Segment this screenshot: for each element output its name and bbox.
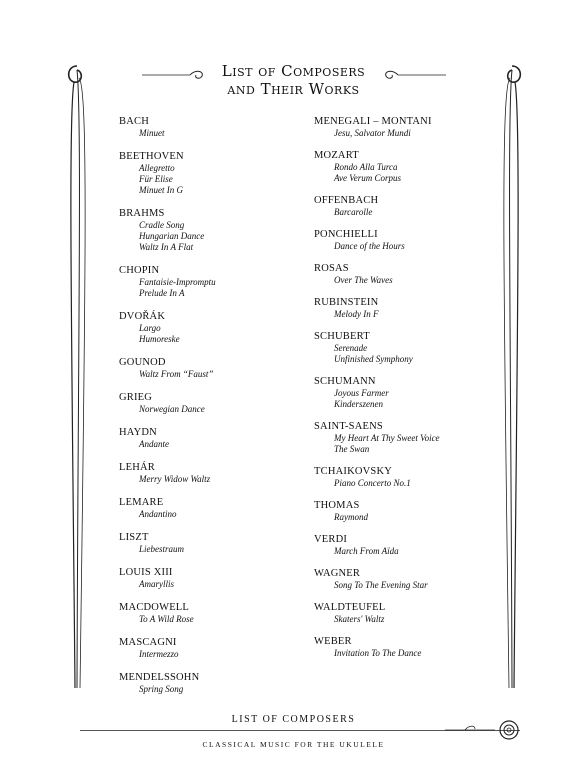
composer-entry [119,672,299,695]
composer-entry [314,263,514,286]
composer-name: MENEGALI – MONTANI [314,116,432,127]
composer-entry [314,376,514,410]
work-title: Kinderszenen [334,399,383,409]
composer-entry [119,567,299,590]
composer-entry [314,116,514,139]
composer-entry [314,500,514,523]
composer-name: THOMAS [314,500,360,511]
composer-name: WEBER [314,636,352,647]
composer-entry [119,208,299,253]
composer-entry [119,392,299,415]
composer-entry [119,151,299,196]
work-title: To A Wild Rose [139,614,194,624]
composer-name: WALDTEUFEL [314,602,386,613]
work-title: My Heart At Thy Sweet Voice [334,433,440,443]
work-title: Jesu, Salvator Mundi [334,128,411,138]
work-title: Spring Song [139,684,184,694]
composer-entry [314,331,514,365]
work-title: March From Aïda [334,546,399,556]
composer-name: HAYDN [119,427,157,438]
composer-name: MASCAGNI [119,637,177,648]
footer-subtitle: CLASSICAL MUSIC FOR THE UKULELE [202,740,385,749]
composer-entry [119,602,299,625]
work-title: Invitation To The Dance [334,648,422,658]
right-composer-column [314,116,514,670]
work-title: Barcarolle [334,207,373,217]
work-title: Andantino [139,509,177,519]
composer-name: TCHAIKOVSKY [314,466,393,477]
work-title: Ave Verum Corpus [334,173,401,183]
composer-entry [314,195,514,218]
footer-swirl-ornament [445,717,525,743]
composer-name: SAINT-SAENS [314,421,383,432]
work-title: The Swan [334,444,370,454]
composer-name: VERDI [314,534,348,545]
work-title: Song To The Evening Star [334,580,428,590]
composer-entry [314,229,514,252]
composer-name: MACDOWELL [119,602,190,613]
work-title: Rondo Alla Turca [334,162,398,172]
composer-name: LISZT [119,532,149,543]
composer-entry [314,150,514,184]
composer-entry [119,357,299,380]
composer-name: PONCHIELLI [314,229,378,240]
composer-name: GRIEG [119,392,153,403]
composer-entry [314,602,514,625]
title-line-1: List of Composers [221,62,366,80]
composer-entry [119,637,299,660]
work-title: Minuet [139,128,165,138]
work-title: Humoreske [139,334,180,344]
composer-name: BRAHMS [119,208,165,219]
work-title: Raymond [334,512,368,522]
composer-entry [314,636,514,659]
work-title: Minuet In G [139,185,183,195]
work-title: Andante [139,439,169,449]
work-title: Over The Waves [334,275,393,285]
page-title [140,62,447,104]
work-title: Liebestraum [139,544,184,554]
composer-name: OFFENBACH [314,195,379,206]
work-title: Waltz From “Faust” [139,369,214,379]
composer-name: BEETHOVEN [119,151,184,162]
composer-entry [119,462,299,485]
composer-name: MENDELSSOHN [119,672,200,683]
left-border-ornament [62,58,92,698]
work-title: Hungarian Dance [139,231,205,241]
composer-entry [119,311,299,345]
composer-name: LOUIS XIII [119,567,173,578]
composer-name: SCHUMANN [314,376,376,387]
work-title: Dance of the Hours [334,241,405,251]
composer-name: WAGNER [314,568,361,579]
composer-entry [314,568,514,591]
title-line-2: and Their Works [227,80,360,98]
composer-entry [314,534,514,557]
composer-entry [119,427,299,450]
composer-name: BACH [119,116,149,127]
composer-name: DVOŘÁK [119,311,166,322]
footer-title: LIST OF COMPOSERS [231,714,356,725]
composer-name: SCHUBERT [314,331,370,342]
composer-entry [314,421,514,455]
composer-entry [314,466,514,489]
work-title: Merry Widow Waltz [139,474,211,484]
work-title: Skaters' Waltz [334,614,385,624]
work-title: Amaryllis [139,579,174,589]
work-title: Unfinished Symphony [334,354,413,364]
composer-entry [314,297,514,320]
composer-entry [119,265,299,299]
work-title: Prelude In A [139,288,185,298]
work-title: Allegretto [139,163,175,173]
left-composer-column [119,116,299,707]
composer-name: LEHÁR [119,462,155,473]
work-title: Für Elise [139,174,173,184]
work-title: Waltz In A Flat [139,242,194,252]
work-title: Melody In F [334,309,379,319]
composer-name: CHOPIN [119,265,160,276]
work-title: Serenade [334,343,368,353]
composer-entry [119,116,299,139]
composer-name: RUBINSTEIN [314,297,379,308]
work-title: Piano Concerto No.1 [334,478,411,488]
composer-entry [119,497,299,520]
composer-entry [119,532,299,555]
composer-name: ROSAS [314,263,349,274]
work-title: Cradle Song [139,220,185,230]
work-title: Joyous Farmer [334,388,389,398]
composer-name: LEMARE [119,497,164,508]
composer-name: GOUNOD [119,357,166,368]
composer-name: MOZART [314,150,359,161]
work-title: Intermezzo [139,649,179,659]
work-title: Largo [139,323,161,333]
work-title: Fantaisie-Impromptu [139,277,216,287]
work-title: Norwegian Dance [139,404,205,414]
